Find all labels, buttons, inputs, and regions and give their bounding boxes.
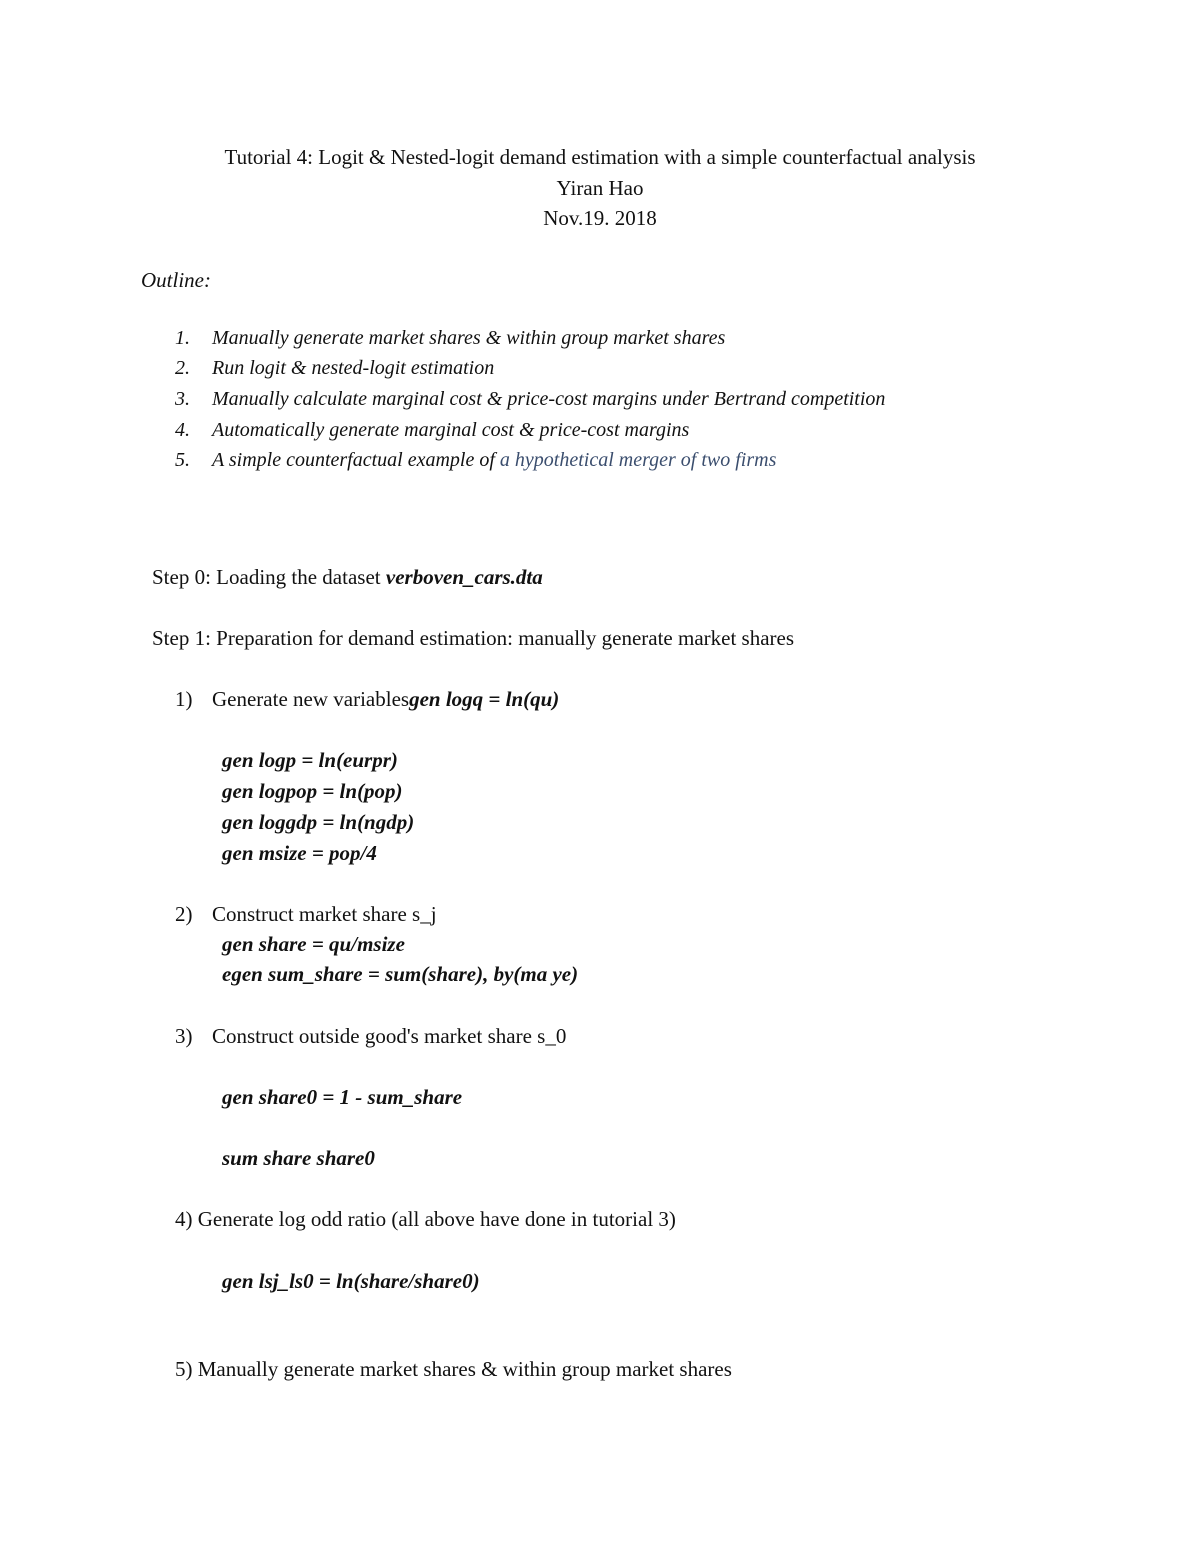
code-line: gen lsj_ls0 = ln(share/share0) bbox=[222, 1269, 480, 1293]
substep-1-code: gen logq = ln(qu) bbox=[409, 687, 560, 711]
outline-item-text-lead: A simple counterfactual example of bbox=[212, 449, 500, 471]
code-line: gen msize = pop/4 bbox=[222, 841, 377, 865]
substep-3-text: Construct outside good's market share s_0 bbox=[212, 1024, 567, 1048]
code-line: sum share share0 bbox=[222, 1146, 375, 1170]
outline-item-number: 1. bbox=[175, 327, 190, 349]
document-author: Yiran Hao bbox=[556, 176, 644, 200]
substep-1-text bbox=[212, 687, 559, 712]
outline-item-text: Manually calculate marginal cost & price-cost margins under Bertrand competition bbox=[212, 388, 886, 410]
outline-item-text bbox=[212, 449, 776, 472]
outline-item-number: 2. bbox=[175, 357, 190, 379]
code-line: egen sum_share = sum(share), by(ma ye) bbox=[222, 962, 579, 986]
code-line: gen logpop = ln(pop) bbox=[222, 779, 403, 803]
outline-item-text: Manually generate market shares & within group market shares bbox=[212, 327, 726, 349]
code-line: gen logp = ln(eurpr) bbox=[222, 748, 398, 772]
outline-item-number: 4. bbox=[175, 419, 190, 441]
outline-item-number: 3. bbox=[175, 388, 190, 410]
substep-5: 5) Manually generate market shares & within group market shares bbox=[175, 1357, 732, 1381]
code-line: gen loggdp = ln(ngdp) bbox=[222, 810, 415, 834]
substep-1-number: 1) bbox=[175, 687, 193, 711]
step-1: Step 1: Preparation for demand estimation: manually generate market shares bbox=[152, 626, 795, 650]
step-0 bbox=[152, 565, 543, 590]
step-0-text: Step 0: Loading the dataset bbox=[152, 565, 386, 589]
outline-item-number: 5. bbox=[175, 449, 190, 471]
document-title: Tutorial 4: Logit & Nested-logit demand estimation with a simple counterfactual analysis bbox=[224, 145, 976, 169]
substep-4: 4) Generate log odd ratio (all above have done in tutorial 3) bbox=[175, 1207, 676, 1231]
document-date: Nov.19. 2018 bbox=[543, 206, 657, 230]
outline-item-link[interactable]: a hypothetical merger of two firms bbox=[499, 449, 777, 471]
outline-heading: Outline: bbox=[141, 268, 211, 292]
substep-2-text: Construct market share s_j bbox=[212, 902, 437, 926]
code-line: gen share0 = 1 - sum_share bbox=[222, 1085, 463, 1109]
outline-item-text: Run logit & nested-logit estimation bbox=[212, 357, 495, 379]
substep-1-label: Generate new variables bbox=[212, 687, 410, 711]
substep-3-number: 3) bbox=[175, 1024, 193, 1048]
outline-item-text: Automatically generate marginal cost & price-cost margins bbox=[212, 419, 690, 441]
code-line: gen share = qu/msize bbox=[222, 932, 405, 956]
step-0-filename: verboven_cars.dta bbox=[385, 565, 543, 589]
substep-2-number: 2) bbox=[175, 902, 193, 926]
